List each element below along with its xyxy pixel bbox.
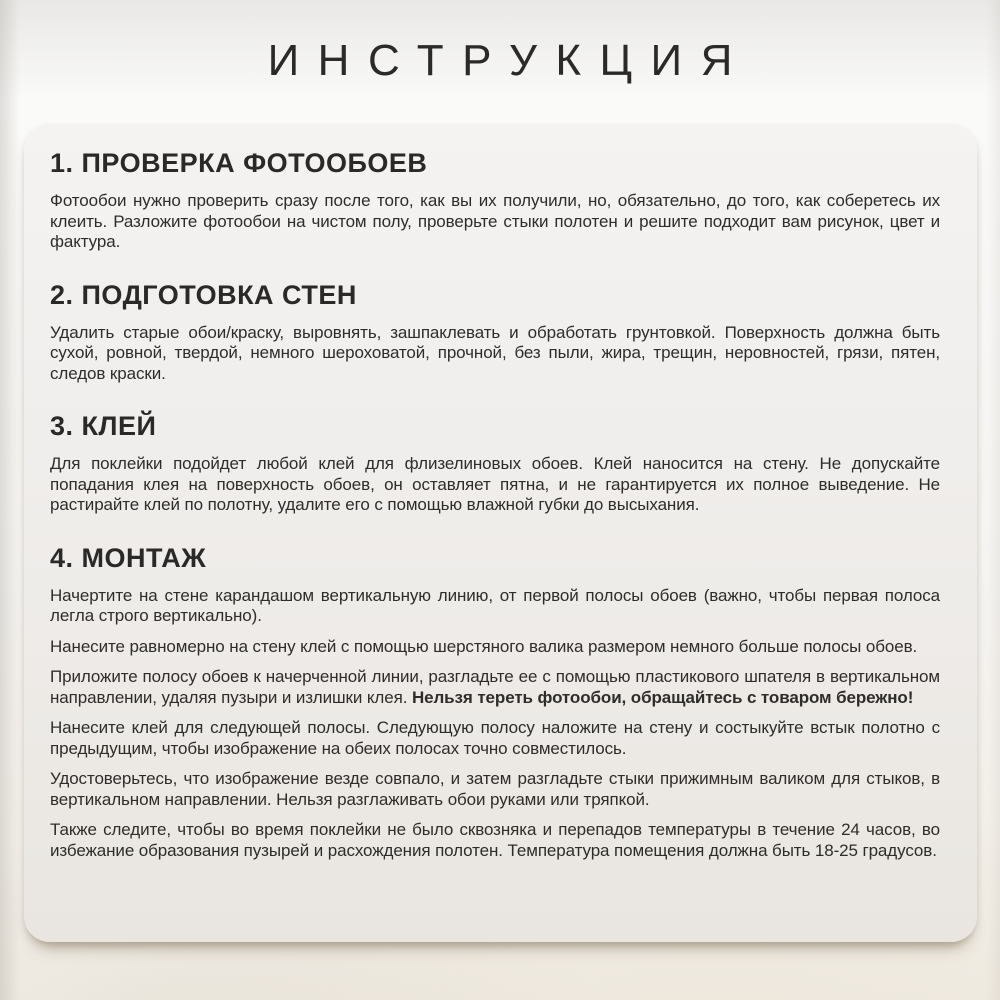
section-paragraph (50, 191, 940, 253)
section-paragraph (50, 667, 940, 708)
section-installation (50, 543, 940, 862)
section-heading: 2. ПОДГОТОВКА СТЕН (50, 279, 357, 310)
section-paragraph (50, 586, 940, 627)
section-paragraph (50, 820, 940, 861)
section-heading: 3. КЛЕЙ (50, 411, 157, 441)
paragraph-text: Также следите, чтобы во время поклейки не было сквозняка и перепадов температуры в течение 24 часов, во избежание образования пузырей и расхождения полотен. Температура помещения должна быть 18-25 градусов. (50, 820, 940, 860)
section-paragraph (50, 769, 940, 810)
section-paragraph (50, 454, 940, 516)
section-heading: 1. ПРОВЕРКА ФОТООБОЕВ (50, 148, 428, 178)
paragraph-text: Фотообои нужно проверить сразу после того, как вы их получили, но, обязательно, до того, как соберетесь их клеить. Разложите фотообои на чистом полу, проверьте стыки полотен и решите подходит вам рисунок, цвет и фактура. (50, 191, 940, 251)
paragraph-text: Приложите полосу обоев к начерченной линии, разгладьте ее с помощью пластикового шпателя в вертикальном направлении, удаляя пузыри и излишки клея. (50, 667, 940, 707)
section-heading: 4. МОНТАЖ (50, 542, 207, 573)
instruction-card (24, 124, 977, 942)
section-paragraph (50, 637, 940, 658)
section-wall-preparation (50, 280, 940, 385)
paragraph-text: Начертите на стене карандашом вертикальную линию, от первой полосы обоев (важно, чтобы первая полоса легла строго вертикально). (50, 585, 940, 625)
paragraph-text: Удалить старые обои/краску, выровнять, зашпаклевать и обработать грунтовкой. Поверхность должна быть сухой, ровной, твердой, немного шероховатой, прочной, без пыли, жира, трещин, неровностей, грязи, пятен, следов краски. (50, 322, 940, 383)
paragraph-bold-text: Нельзя тереть фотообои, обращайтесь с товаром бережно! (411, 687, 914, 707)
section-paragraph (50, 718, 940, 759)
paragraph-text: Нанесите равномерно на стену клей с помощью шерстяного валика размером немного больше полосы обоев. (50, 636, 918, 656)
paragraph-text: Нанесите клей для следующей полосы. Следующую полосу наложите на стену и состыкуйте встык полотно с предыдущим, чтобы изображение на обеих полосах точно совместилось. (50, 718, 940, 758)
page-title: ИНСТРУКЦИЯ (267, 36, 751, 85)
paragraph-text: Для поклейки подойдет любой клей для флизелиновых обоев. Клей наносится на стену. Не допускайте попадания клея на поверхность обоев, он оставляет пятна, и не гарантируется их полное выведение. Не растирайте клей по полотну, удалите его с помощью влажной губки до высыхания. (50, 454, 940, 514)
paragraph-text: Удостоверьтесь, что изображение везде совпало, и затем разгладьте стыки прижимным валиком для стыков, в вертикальном направлении. Нельзя разглаживать обои руками или тряпкой. (50, 769, 940, 809)
section-wallpaper-check (50, 148, 940, 253)
section-paragraph (50, 323, 940, 385)
section-glue (50, 411, 940, 516)
